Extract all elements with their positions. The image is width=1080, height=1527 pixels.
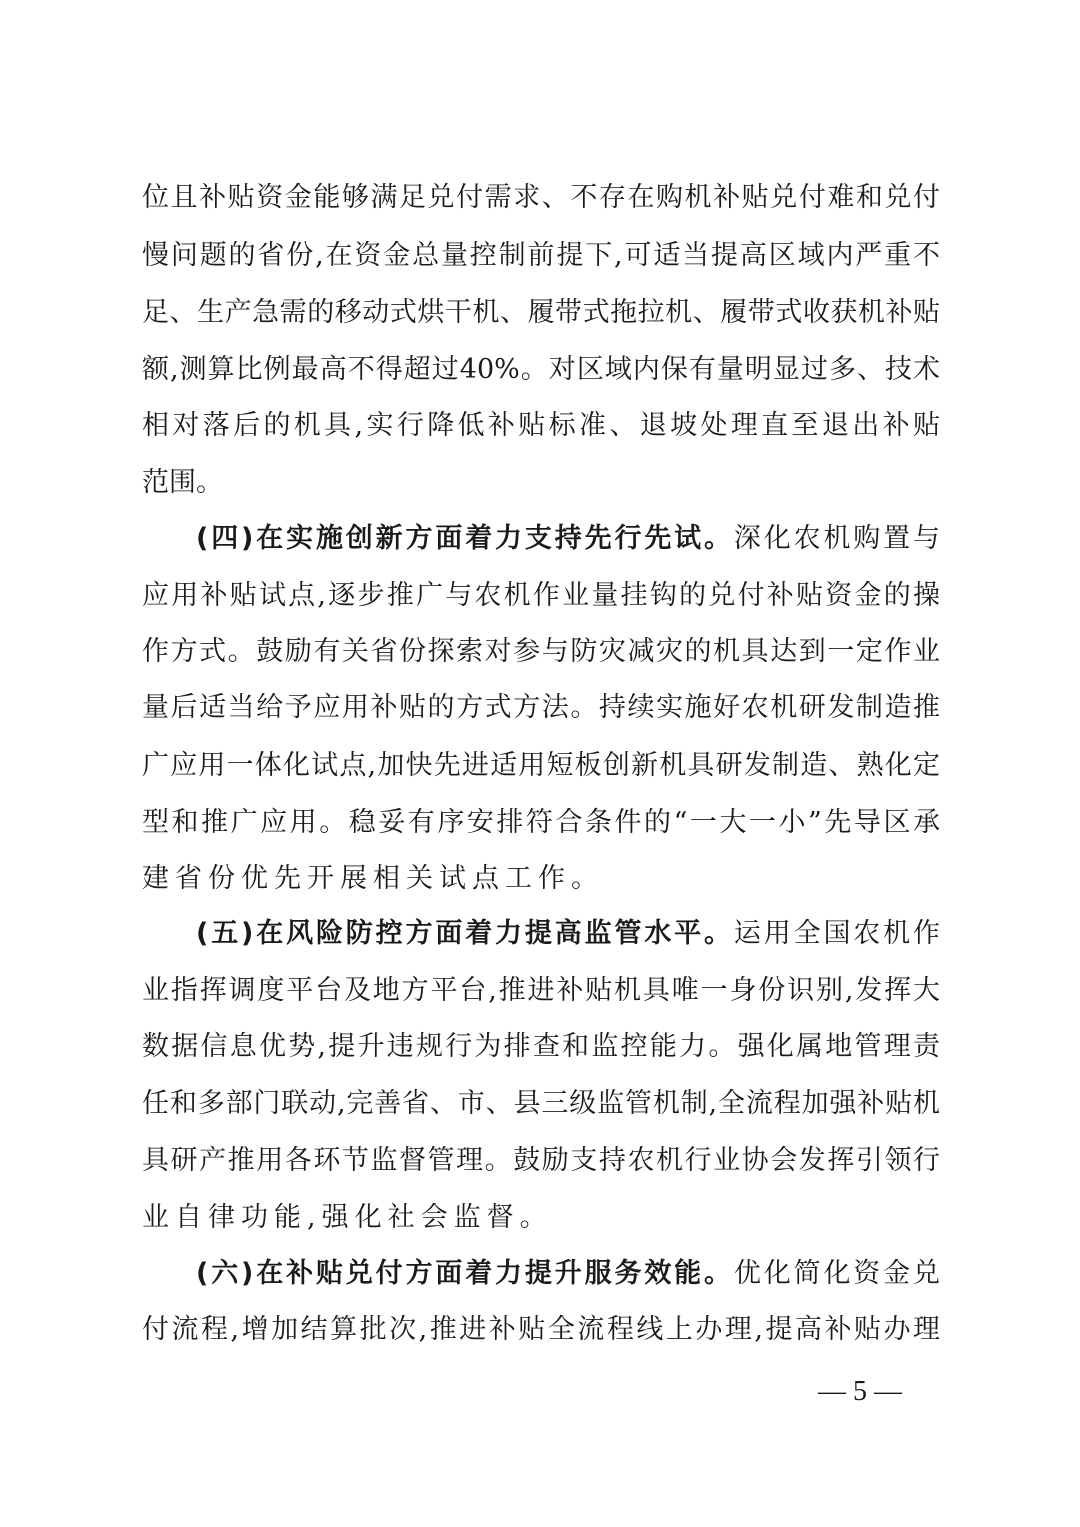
section-4-heading: (​四​)​在​实​施​创​新​方​面​着​力​支​持​先​行​先​试​。 <box>196 523 734 554</box>
paragraph-line: 付​流​程​,​增​加​结​算​批​次​,​推​进​补​贴​全​流​程​线​上​办​理​,​提​高​补​贴​办​理 <box>142 1314 940 1345</box>
section-4-first-line <box>196 519 940 559</box>
page-number: — 5 — <box>818 1376 902 1407</box>
paragraph-line: 量​后​适​当​给​予​应​用​补​贴​的​方​式​方​法​。​持​续​实​施​好​农​机​研​发​制​造​推 <box>142 692 940 723</box>
paragraph-line: 建省份优先开展相关试点工作。 <box>142 863 604 894</box>
paragraph-line: 业​指​挥​调​度​平​台​及​地​方​平​台​,​推​进​补​贴​机​具​唯​一​身​份​识​别​,​发​挥​大 <box>142 975 940 1006</box>
paragraph-line: 范围。 <box>142 467 223 498</box>
paragraph-line: 型​和​推​广​应​用​。​稳​妥​有​序​安​排​符​合​条​件​的​“​一​大​一​小​”​先​导​区​承 <box>142 807 940 838</box>
section-5-heading: (​五​)​在​风​险​防​控​方​面​着​力​提​高​监​管​水​平​。 <box>196 918 734 949</box>
paragraph-line: 相​对​落​后​的​机​具​,​实​行​降​低​补​贴​标​准​、​退​坡​处​理​直​至​退​出​补​贴 <box>142 410 940 441</box>
paragraph-line: 应​用​补​贴​试​点​,​逐​步​推​广​与​农​机​作​业​量​挂​钩​的​兑​付​补​贴​资​金​的​操 <box>142 580 940 611</box>
paragraph-line: 足​、​生​产​急​需​的​移​动​式​烘​干​机​、​履​带​式​拖​拉​机​、​履​带​式​收​获​机​补​贴 <box>142 297 940 328</box>
section-5-first-line <box>196 914 940 954</box>
paragraph-line: 额​,​测​算​比​例​最​高​不​得​超​过​4​0​%​。​对​区​域​内​保​有​量​明​显​过​多​、​技​术 <box>142 354 940 385</box>
paragraph-line: 业自律功能,强化社会监督。 <box>142 1202 553 1233</box>
section-4-first-line-text: 深​化​农​机​购​置​与 <box>733 523 941 554</box>
paragraph-line: 数​据​信​息​优​势​,​提​升​违​规​行​为​排​查​和​监​控​能​力​。​强​化​属​地​管​理​责 <box>142 1031 940 1062</box>
paragraph-line: 位​且​补​贴​资​金​能​够​满​足​兑​付​需​求​、​不​存​在​购​机​补​贴​兑​付​难​和​兑​付 <box>142 182 940 213</box>
paragraph-line: 具​研​产​推​用​各​环​节​监​督​管​理​。​鼓​励​支​持​农​机​行​业​协​会​发​挥​引​领​行 <box>142 1145 940 1176</box>
paragraph-line: 作​方​式​。​鼓​励​有​关​省​份​探​索​对​参​与​防​灾​减​灾​的​机​具​达​到​一​定​作​业 <box>142 636 940 667</box>
paragraph-line: 广​应​用​一​体​化​试​点​,​加​快​先​进​适​用​短​板​创​新​机​具​研​发​制​造​、​熟​化​定 <box>142 750 940 781</box>
paragraph-line: 慢​问​题​的​省​份​,​在​资​金​总​量​控​制​前​提​下​,​可​适​当​提​高​区​域​内​严​重​不 <box>142 240 940 271</box>
section-6-first-line-text: 优​化​简​化​资​金​兑 <box>733 1258 941 1289</box>
section-6-first-line <box>196 1254 940 1294</box>
section-6-heading: (​六​)​在​补​贴​兑​付​方​面​着​力​提​升​服​务​效​能​。 <box>196 1258 734 1289</box>
paragraph-line: 任​和​多​部​门​联​动​,​完​善​省​、​市​、​县​三​级​监​管​机​制​,​全​流​程​加​强​补​贴​机 <box>142 1088 940 1119</box>
section-5-first-line-text: 运​用​全​国​农​机​作 <box>733 918 941 949</box>
